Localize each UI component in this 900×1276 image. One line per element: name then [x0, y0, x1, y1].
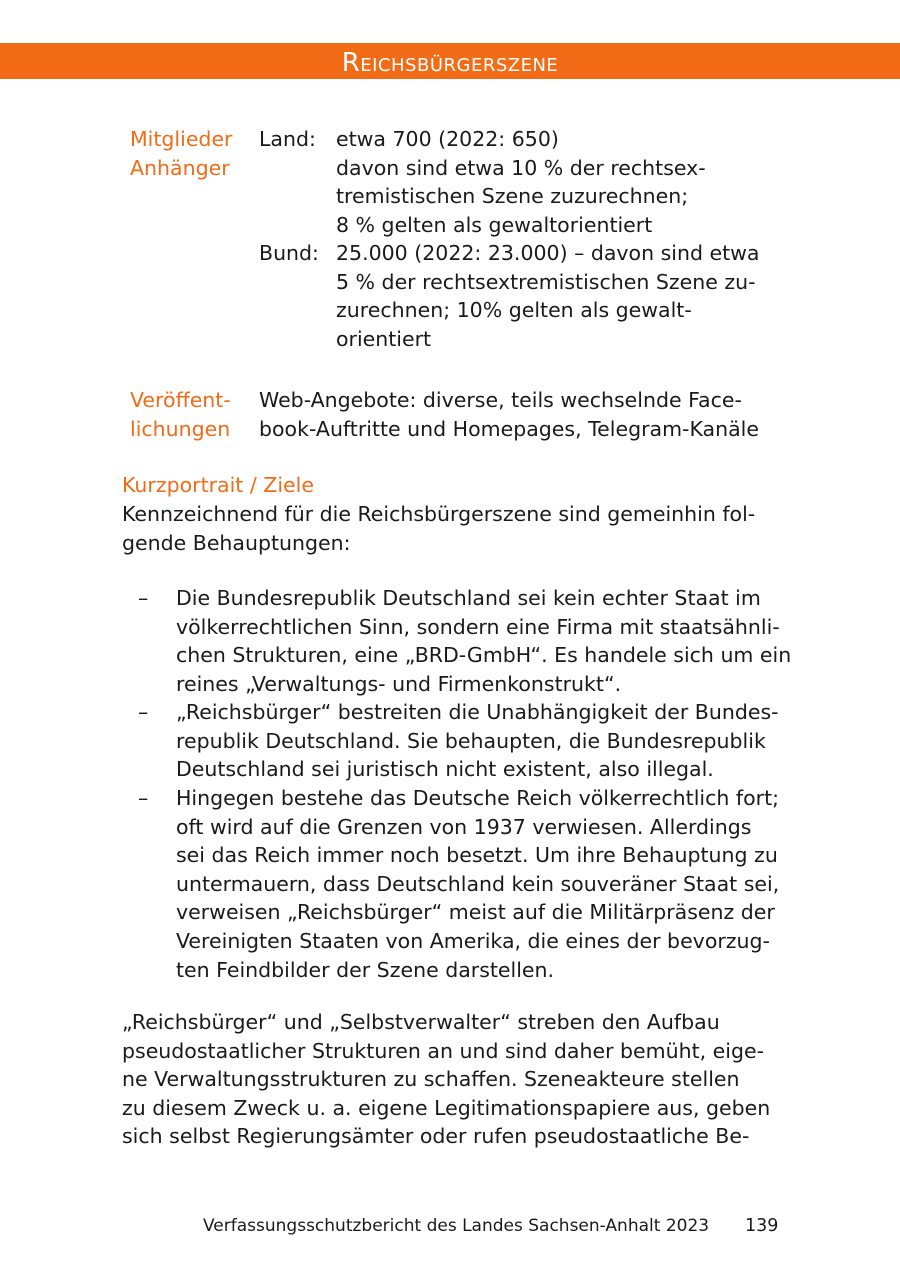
bund-value-line: 25.000 (2022: 23.000) – davon sind etwa	[336, 241, 760, 265]
intro-paragraph	[122, 500, 755, 557]
closing-paragraph	[122, 1008, 770, 1151]
bullet-item	[176, 698, 779, 784]
bullet-line: ten Feindbilder der Szene darstellen.	[176, 957, 555, 982]
page-number: 139	[745, 1216, 779, 1236]
bund-value-line: 5 % der rechtsextremistischen Szene zu-	[336, 269, 756, 294]
publications-value-line: book-Auftritte und Homepages, Telegram-Kanäle	[259, 416, 759, 441]
bund-value-line: zurechnen; 10% gelten als gewalt-	[336, 298, 692, 323]
bullet-line: Hingegen bestehe das Deutsche Reich völkerrechtlich fort;	[176, 786, 780, 810]
bullet-line: untermauern, dass Deutschland kein souveräner Staat sei,	[176, 871, 780, 896]
bullet-line: chen Strukturen, eine „BRD-GmbH“. Es handele sich um ein	[176, 643, 792, 668]
bullet-line: Die Bundesrepublik Deutschland sei kein echter Staat im	[176, 586, 761, 610]
publications-label-line: lichungen	[130, 416, 231, 441]
land-value-line: 8 % gelten als gewaltorientiert	[336, 212, 653, 237]
bund-value-line: orientiert	[336, 326, 432, 351]
land-value-line: etwa 700 (2022: 650)	[336, 127, 559, 151]
publications-label-line: Veröffent-	[130, 388, 231, 412]
bund-values	[336, 239, 759, 353]
closing-line: „Reichsbürger“ und „Selbstverwalter“ streben den Aufbau	[122, 1010, 720, 1034]
bullet-line: völkerrechtlichen Sinn, sondern eine Firma mit staatsähnli-	[176, 614, 780, 639]
members-label-line: Anhänger	[130, 155, 230, 180]
bullet-item	[176, 584, 791, 698]
land-values	[336, 125, 706, 239]
bullet-dash: –	[138, 786, 149, 810]
section-heading: Kurzportrait / Ziele	[122, 473, 314, 497]
bullet-line: „Reichsbürger“ bestreiten die Unabhängigkeit der Bundes-	[176, 700, 779, 724]
intro-line: gende Behauptungen:	[122, 530, 351, 555]
footer-text: Verfassungsschutzbericht des Landes Sachsen-Anhalt 2023	[203, 1216, 710, 1236]
bullet-item	[176, 784, 779, 984]
bullet-line: reines „Verwaltungs- und Firmenkonstrukt“.	[176, 671, 622, 696]
bullet-dash: –	[138, 700, 149, 724]
land-value-line: davon sind etwa 10 % der rechtsex-	[336, 155, 706, 180]
closing-line: sich selbst Regierungsämter oder rufen pseudostaatliche Be-	[122, 1124, 750, 1149]
members-label	[130, 125, 233, 182]
closing-line: ne Verwaltungsstrukturen zu schaffen. Szeneakteure stellen	[122, 1067, 740, 1092]
bullet-line: Deutschland sei juristisch nicht existent, also illegal.	[176, 757, 714, 782]
bund-label: Bund:	[259, 241, 319, 265]
publications-values	[259, 386, 759, 443]
chapter-title: Reichsbürgerszene	[341, 48, 559, 78]
bullet-line: Vereinigten Staaten von Amerika, die eines der bevorzug-	[176, 928, 770, 953]
bullet-line: oft wird auf die Grenzen von 1937 verwiesen. Allerdings	[176, 814, 752, 839]
chapter-header-banner	[0, 43, 900, 79]
bullet-line: republik Deutschland. Sie behaupten, die Bundesrepublik	[176, 728, 766, 753]
land-label: Land:	[259, 127, 316, 151]
members-label-line: Mitglieder	[130, 127, 233, 151]
bullet-line: sei das Reich immer noch besetzt. Um ihre Behauptung zu	[176, 843, 778, 868]
closing-line: pseudostaatlicher Strukturen an und sind daher bemüht, eige-	[122, 1038, 765, 1063]
closing-line: zu diesem Zweck u. a. eigene Legitimationspapiere aus, geben	[122, 1095, 771, 1120]
bullet-line: verweisen „Reichsbürger“ meist auf die Militärpräsenz der	[176, 900, 775, 925]
bullet-dash: –	[138, 586, 149, 610]
publications-label	[130, 386, 231, 443]
intro-line: Kennzeichnend für die Reichsbürgerszene sind gemeinhin fol-	[122, 502, 756, 526]
publications-value-line: Web-Angebote: diverse, teils wechselnde Face-	[259, 388, 742, 412]
land-value-line: tremistischen Szene zuzurechnen;	[336, 184, 689, 209]
